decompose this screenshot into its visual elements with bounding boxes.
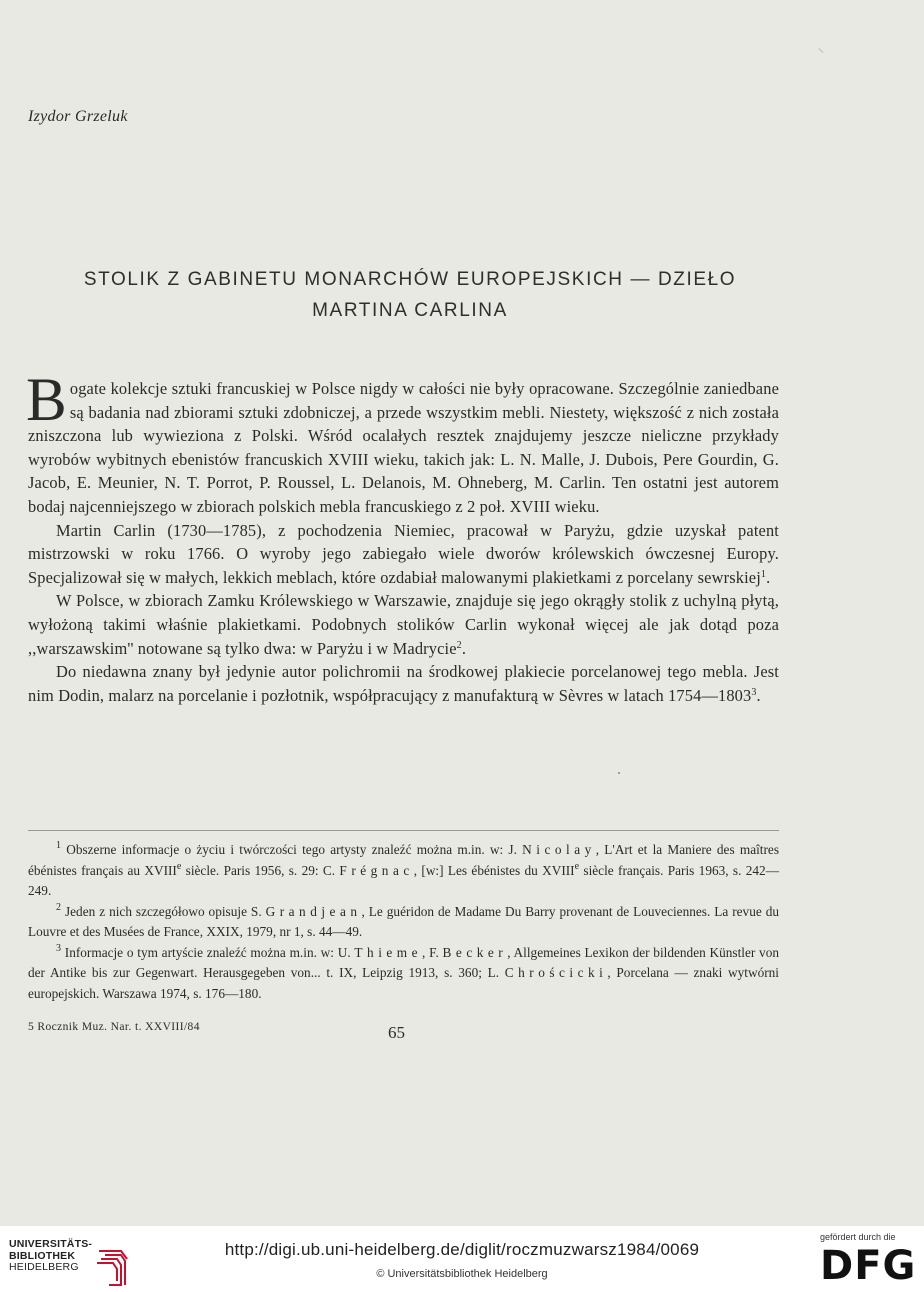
paragraph-4 [28,660,779,707]
footnote-3-author: Thieme [354,944,423,960]
paragraph-3-end: . [461,638,467,658]
paragraph-1 [26,367,779,519]
drop-cap: B [26,367,67,434]
footnotes [28,840,779,1004]
footnote-2-text: Jeden z nich szczegółowo opisuje S. [64,903,266,919]
footnote-1-text: siècle français. Paris 1963, s. 242—249. [28,862,779,898]
footnote-2-author: Grandjean [265,903,362,919]
paragraph-2 [28,519,779,590]
footnote-1-author: Nicolay [522,842,596,857]
footnote-1-text: siècle. Paris 1956, s. 29: C. [181,862,340,878]
viewer-footer [0,1226,924,1292]
footnote-1 [28,840,779,902]
footnote-3-text: , F. [422,944,443,960]
paragraph-3-text: W Polsce, w zbiorach Zamku Królewskiego w Warszawie, znajduje się jego okrągły stolik z uchylną płytą, wyłożoną takimi właśnie plakietkami. Podobnych stolików Carlin wykonał więcej ale jak dotąd poza ,,warszawskim'' notowane są tylko dwa: w Paryżu i w Madrycie [28,591,779,658]
title-line-1: STOLIK Z GABINETU MONARCHÓW EUROPEJSKICH — DZIEŁO [83,269,737,290]
footnote-3-text: Informacje o tym artyście znaleźć można m.in. w: U. [64,944,355,960]
dfg-logo[interactable]: DFG [820,1243,917,1289]
paragraph-4-end: . [756,685,761,705]
footnote-2 [28,902,779,943]
paragraph-1-text: ogate kolekcje sztuki francuskiej w Polsce nigdy w całości nie były opracowane. Szczególnie zaniedbane są badania nad zbiorami sztuki zdobniczej, a przede wszystkim mebli. Niestety, większość z nich została zniszczona lub wywieziona z Polski. Wśród ocalałych resztek znajdujemy jeszcze nieliczne przykłady wyrobów wybitnych ebenistów francuskich XVIII wieku, takich jak: L. N. Malle, J. Dubois, Pere Gourdin, G. Jacob, E. Meunier, N. T. Porrot, P. Roussel, L. Delanois, M. Ohneberg, M. Carlin. Ten ostatni jest autorem bodaj najcenniejszego w zbiorach polskich mebla francuskiego z 2 poł. XVIII wieku. [28,379,779,516]
title-line-2: MARTINA CARLINA [312,300,508,321]
paragraph-2-end: . [766,567,771,587]
article-title [20,264,800,326]
footnote-3-author: Chrościcki [504,965,608,980]
footnote-3-text: , Porcelana — znaki wytwórni europejskich. Warszawa 1974, s. 176—180. [28,965,779,1001]
footnote-2-number: 2 [56,901,61,913]
paragraph-3 [28,589,779,660]
library-name-line: UNIVERSITÄTS- [9,1238,93,1250]
author-name: Izydor Grzeluk [28,108,128,125]
footnote-3 [28,943,779,1005]
signature-mark: 5 Rocznik Muz. Nar. t. XXVIII/84 [28,1021,200,1033]
paragraph-4-text: Do niedawna znany był jedynie autor polichromii na środkowej plakiecie porcelanowej tego mebla. Jest nim Dodin, malarz na porcelanie i pozłotnik, współpracujący z manufakturą w Sèvres w latach 1754—1803 [28,662,779,705]
footnote-3-number: 3 [56,942,61,954]
footnote-1-sup: e [574,860,580,872]
footnote-3-author: Becker [442,944,508,960]
permalink-url[interactable]: http://digi.ub.uni-heidelberg.de/diglit/roczmuzwarsz1984/0069 [224,1240,700,1259]
copyright-notice: © Universitätsbibliothek Heidelberg [376,1268,548,1280]
library-name-line: HEIDELBERG [9,1261,79,1273]
footnote-1-text: Obszerne informacje o życiu i twórczości tego artysty znaleźć można m.in. w: J. [66,842,523,857]
page-number: 65 [388,1023,405,1042]
scan-mark [819,48,824,53]
scan-speck [618,772,620,774]
library-name-line: BIBLIOTHEK [9,1249,76,1262]
dfg-caption: gefördert durch die [820,1232,896,1242]
footnote-ref-3: 3 [751,686,757,698]
footnote-3-text: , Allgemeines Lexikon der bildenden Künstler von der Antike bis zur Gegenwart. Herausgegeben von... t. IX, Leipzig 1913, s. 360; L. [28,944,779,980]
footnote-1-text: , [w:] Les ébénistes du XVIII [413,862,575,878]
footnote-divider [28,830,779,831]
footnote-ref-1: 1 [760,568,767,580]
footnote-1-text: , L'Art et la Maniere des maîtres ébénistes français au XVIII [28,842,779,878]
article-body [26,367,779,707]
paragraph-2-text: Martin Carlin (1730—1785), z pochodzenia Niemiec, pracował w Paryżu, gdzie uzyskał patent mistrzowski w roku 1766. O wyroby jego zabiegało wiele dworów królewskich ówczesnej Europy. Specjalizował się w małych, lekkich meblach, które ozdabiał malowanymi plakietkami z porcelany sewrskiej [28,520,779,587]
footnote-1-sup: e [176,860,182,872]
footnote-2-text: , Le guéridon de Madame Du Barry provenant de Louveciennes. La revue du Louvre et des Musées de France, XXIX, 1979, nr 1, s. 44—49. [28,903,779,939]
footnote-1-author: Frégnac [339,862,414,878]
footnote-1-number: 1 [56,840,61,851]
footnote-ref-2: 2 [456,639,462,651]
